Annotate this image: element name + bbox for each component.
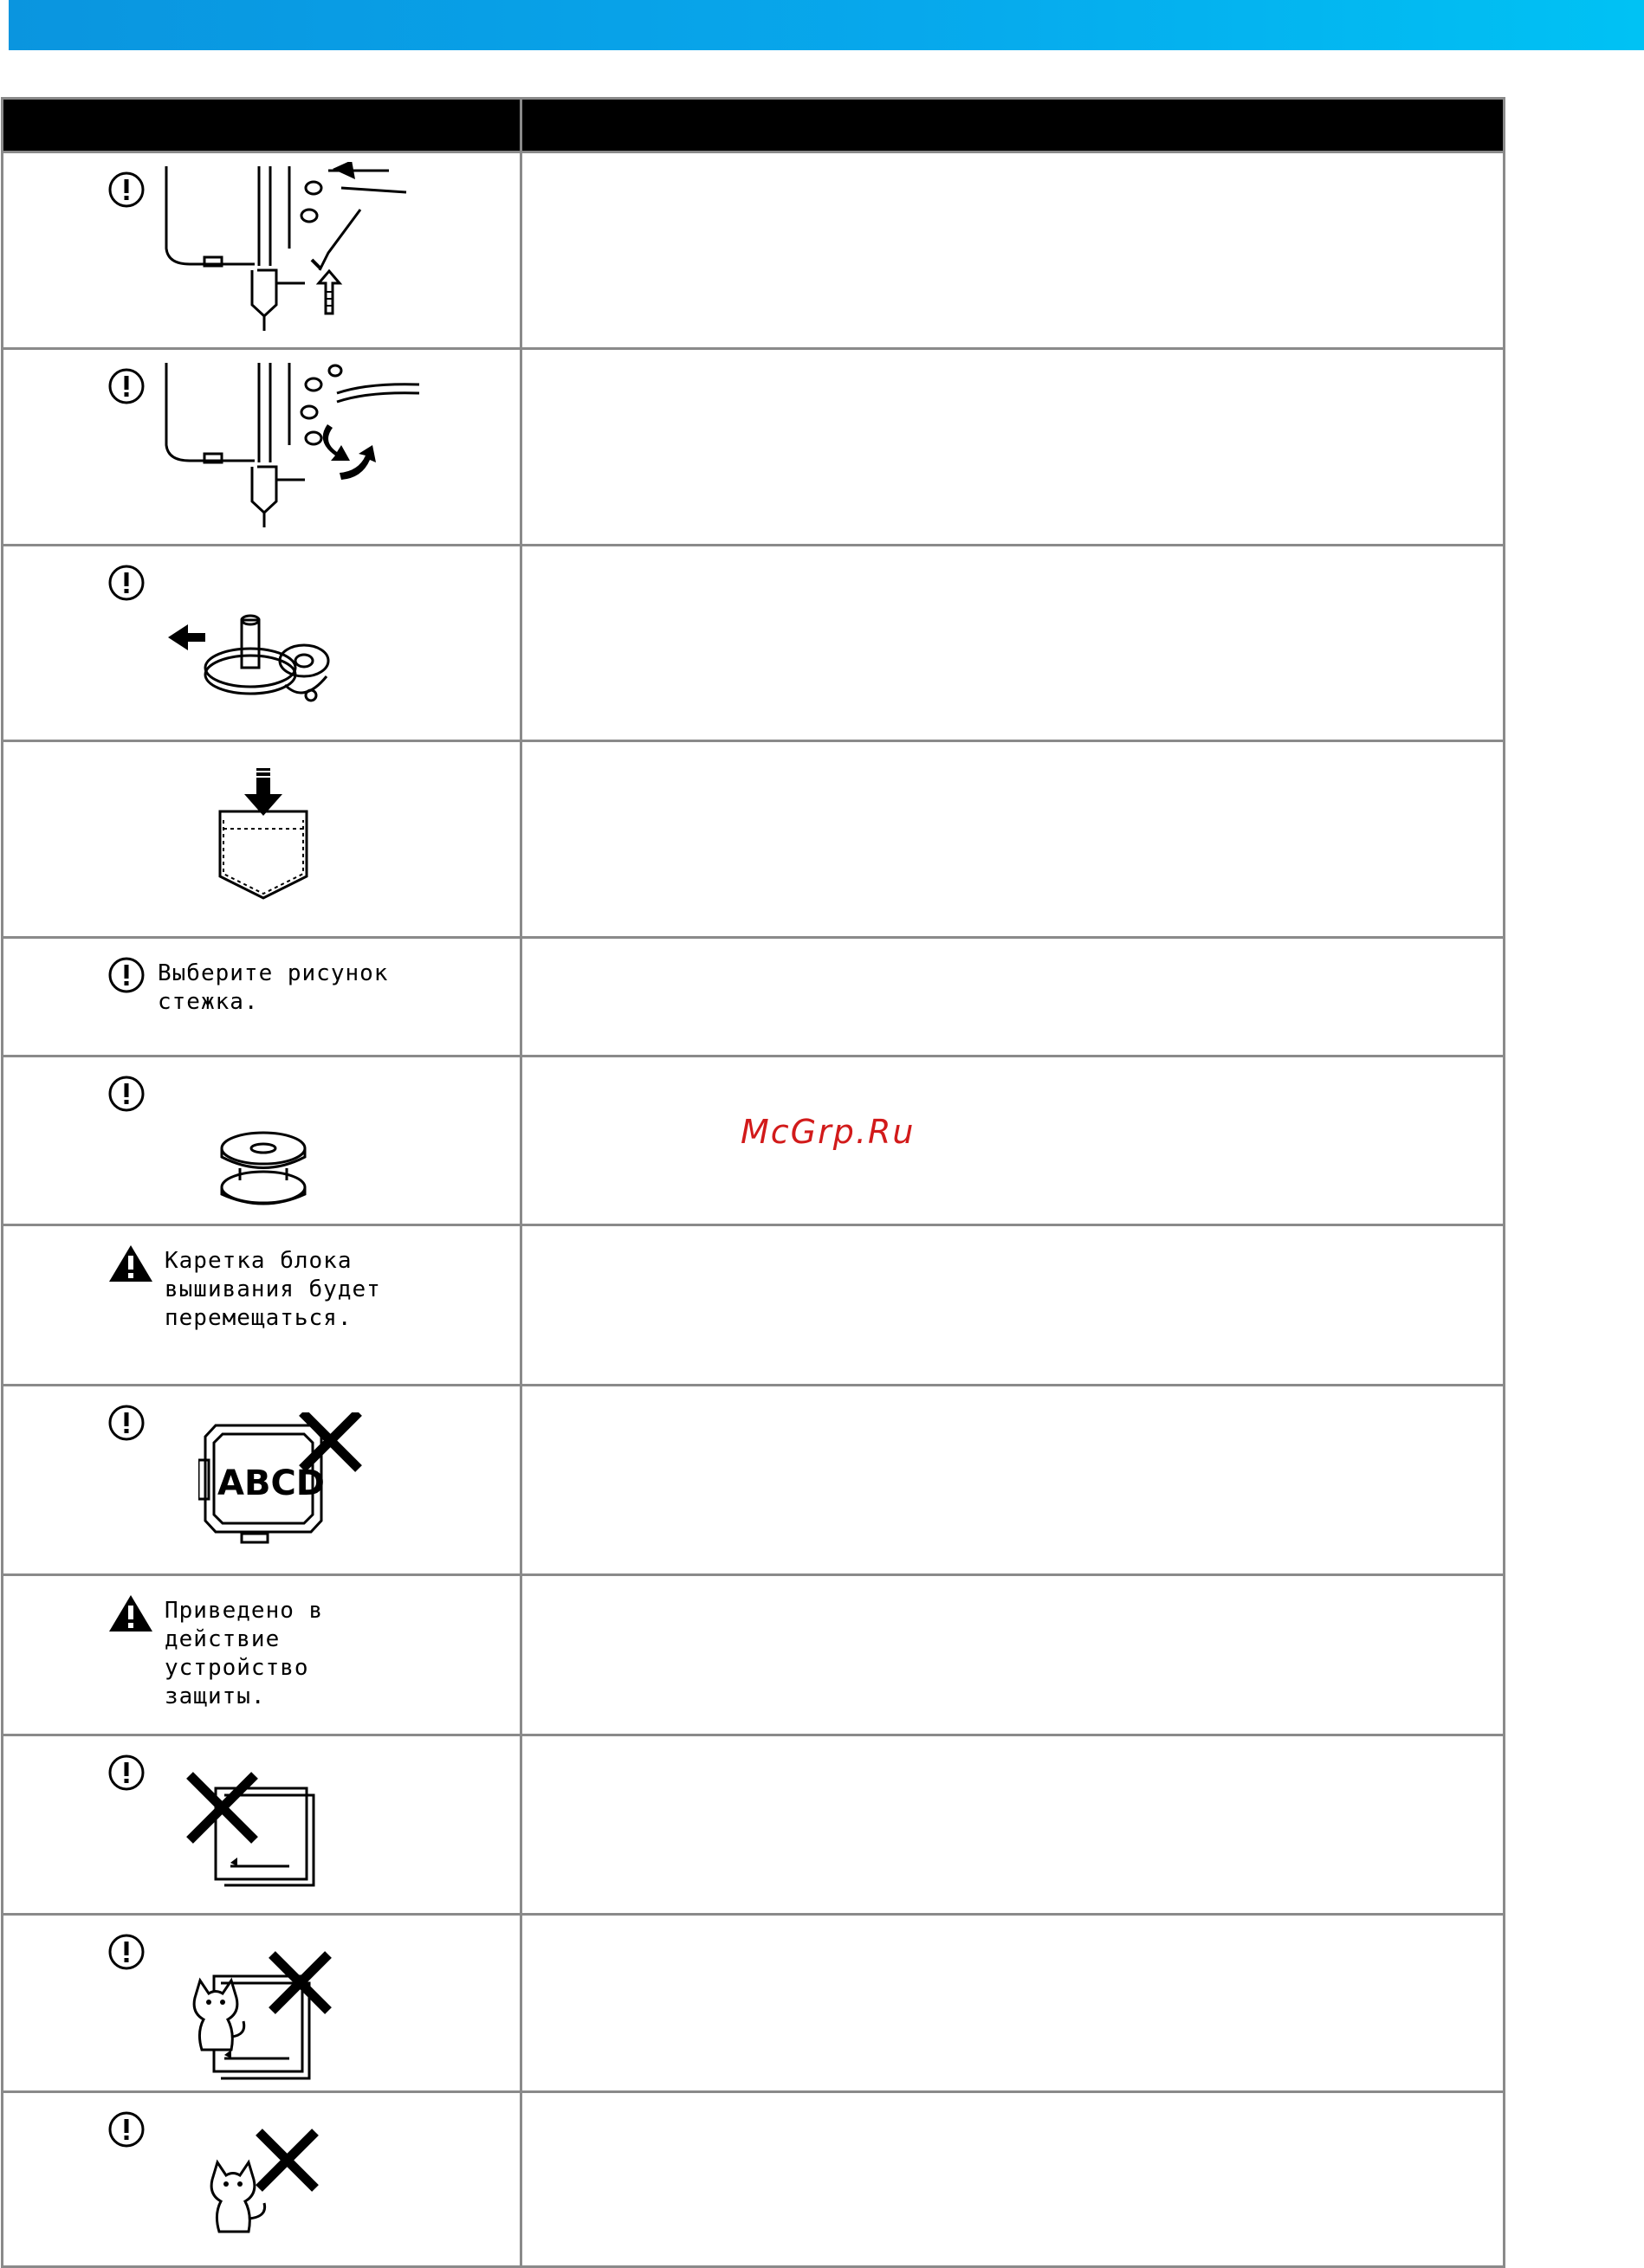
- top-color-band: [9, 0, 1644, 50]
- message-cell: [3, 1576, 522, 1734]
- caution-icon: [107, 956, 146, 994]
- description-cell: [522, 350, 1503, 544]
- caution-icon: [107, 1404, 146, 1442]
- description-cell: [522, 939, 1503, 1055]
- table-row: [3, 2090, 1503, 2265]
- header-message-column: [3, 100, 522, 151]
- description-cell: [522, 153, 1503, 347]
- header-description-column: [522, 100, 1503, 151]
- screen-message: Выберите рисунок стежка.: [158, 960, 389, 1015]
- description-cell: [522, 1057, 1503, 1224]
- table-row: [3, 347, 1503, 544]
- caution-icon: [107, 1933, 146, 1971]
- caution-icon: [107, 564, 146, 602]
- message-cell: [3, 2093, 522, 2265]
- watermark: McGrp.Ru: [741, 1113, 916, 1151]
- message-cell: [3, 350, 522, 544]
- table-row: [3, 151, 1503, 347]
- table-row: [3, 1224, 1503, 1384]
- pocket-memory-illustration: [211, 768, 324, 907]
- bobbin-illustration: [216, 1127, 311, 1213]
- message-cell: [3, 742, 522, 936]
- table-row: [3, 544, 1503, 740]
- message-cell: [3, 1916, 522, 2090]
- caution-icon: [107, 1754, 146, 1792]
- message-cell: [3, 939, 522, 1055]
- message-cell: [3, 1057, 522, 1224]
- screen-message: Приведено в действие устройство защиты.: [165, 1598, 324, 1709]
- warning-icon: [107, 1244, 154, 1283]
- frame-letters: ABCD: [217, 1464, 326, 1503]
- presser-foot-lever-lower-illustration: [159, 359, 437, 532]
- message-cell: [3, 1386, 522, 1573]
- description-cell: [522, 546, 1503, 740]
- table-row: [3, 936, 1503, 1055]
- message-cell: [3, 546, 522, 740]
- table-header: [3, 100, 1503, 151]
- caution-icon: [107, 1075, 146, 1113]
- message-cell: [3, 1736, 522, 1913]
- embroidery-frame-cross-illustration: [198, 1412, 389, 1568]
- pattern-card-cross-illustration: [190, 1950, 354, 2089]
- message-cell: [3, 1226, 522, 1384]
- table-row: [3, 1573, 1503, 1734]
- message-table: [1, 97, 1505, 2268]
- caution-icon: [107, 367, 146, 405]
- table-row: [3, 1384, 1503, 1573]
- description-cell: [522, 1736, 1503, 1913]
- description-cell: [522, 1386, 1503, 1573]
- caution-icon: [107, 2110, 146, 2148]
- description-cell: [522, 1576, 1503, 1734]
- table-row: [3, 1913, 1503, 2090]
- bobbin-winder-shaft-illustration: [164, 598, 354, 720]
- presser-foot-lever-raise-illustration: [159, 162, 437, 335]
- screen-message: Каретка блока вышивания будет перемещаться.: [165, 1248, 381, 1331]
- message-cell: [3, 153, 522, 347]
- description-cell: [522, 1916, 1503, 2090]
- memory-card-cross-illustration: [185, 1771, 324, 1909]
- description-cell: [522, 742, 1503, 936]
- table-row: [3, 1734, 1503, 1913]
- table-row: [3, 740, 1503, 936]
- warning-icon: [107, 1593, 154, 1633]
- caution-icon: [107, 171, 146, 209]
- description-cell: [522, 1226, 1503, 1384]
- description-cell: [522, 2093, 1503, 2265]
- pattern-cross-illustration: [207, 2128, 337, 2258]
